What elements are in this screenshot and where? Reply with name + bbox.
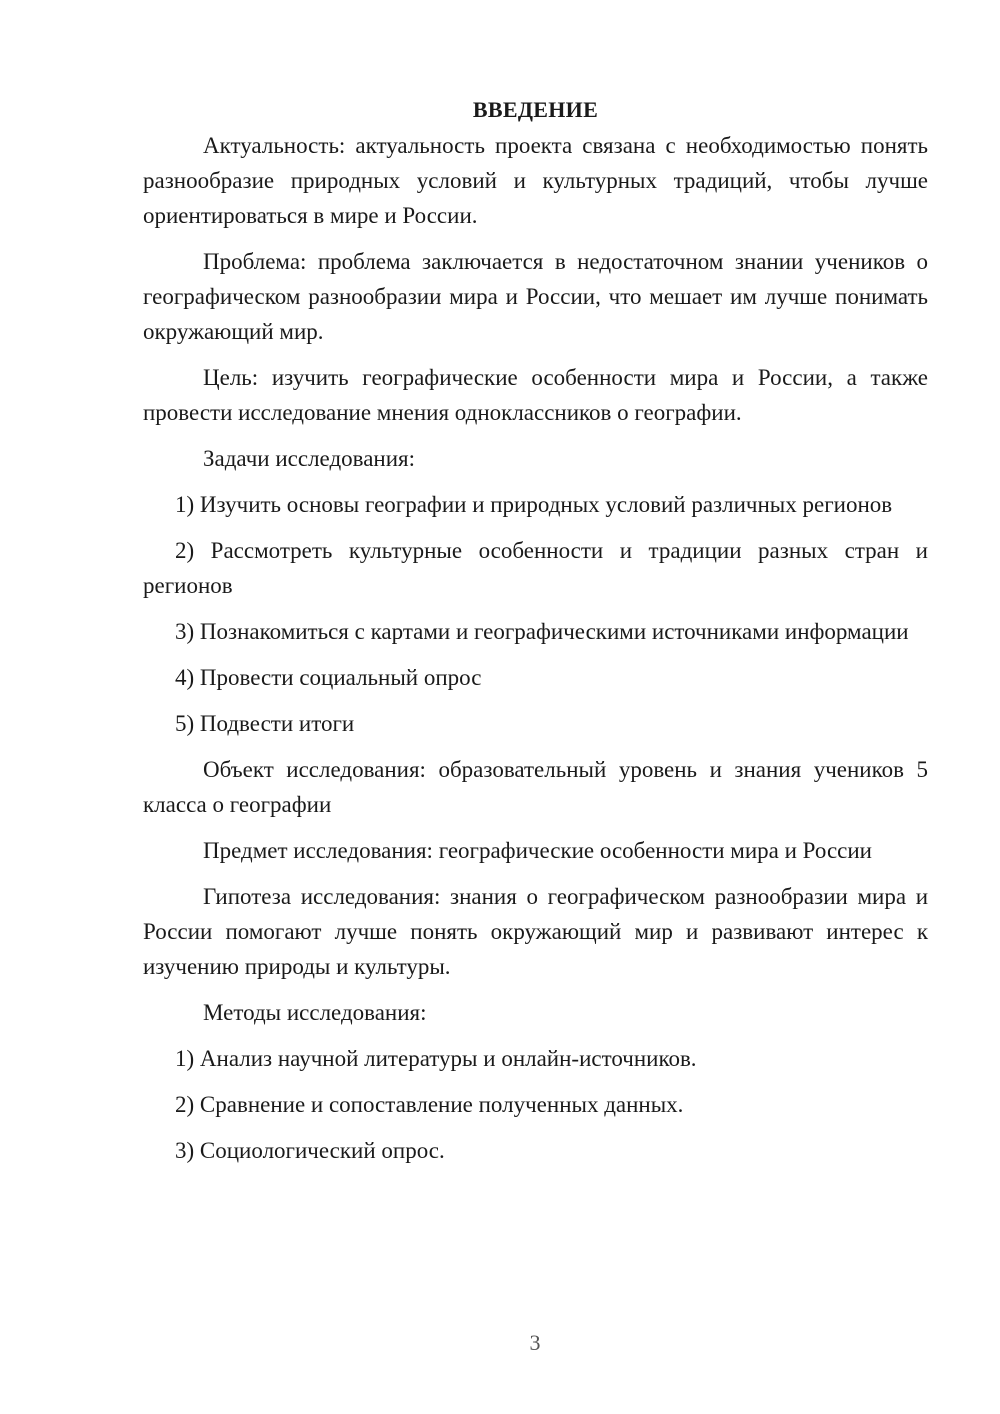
task-item: 2) Рассмотреть культурные особенности и традиции разных стран и регионов: [143, 538, 928, 598]
subject-paragraph: Предмет исследования: географические особенности мира и России: [203, 838, 872, 863]
section-title: ВВЕДЕНИЕ: [472, 97, 599, 122]
method-item: 2) Сравнение и сопоставление полученных данных.: [175, 1092, 684, 1117]
methods-heading: Методы исследования:: [203, 1000, 427, 1025]
method-item: 1) Анализ научной литературы и онлайн-источников.: [175, 1046, 697, 1071]
object-paragraph: Объект исследования: образовательный уровень и знания учеников 5 класса о географии: [143, 757, 928, 817]
task-item: 5) Подвести итоги: [175, 711, 355, 736]
task-item: 3) Познакомиться с картами и географическими источниками информации: [175, 619, 909, 644]
task-item: 4) Провести социальный опрос: [175, 665, 482, 690]
tasks-heading: Задачи исследования:: [203, 446, 416, 471]
document-page: [143, 92, 928, 1179]
actuality-paragraph: Актуальность: актуальность проекта связана с необходимостью понять разнообразие природных условий и культурных традиций, чтобы лучше ориентироваться в мире и России.: [143, 133, 928, 228]
goal-paragraph: Цель: изучить географические особенности мира и России, а также провести исследование мнения одноклассников о географии.: [143, 365, 928, 425]
task-item: 1) Изучить основы географии и природных условий различных регионов: [175, 492, 893, 517]
problem-paragraph: Проблема: проблема заключается в недостаточном знании учеников о географическом разнообразии мира и России, что мешает им лучше понимать окружающий мир.: [143, 249, 928, 344]
hypothesis-paragraph: Гипотеза исследования: знания о географическом разнообразии мира и России помогают лучше понять окружающий мир и развивают интерес к изучению природы и культуры.: [143, 884, 928, 979]
method-item: 3) Социологический опрос.: [175, 1138, 445, 1163]
page-number: 3: [529, 1330, 541, 1355]
